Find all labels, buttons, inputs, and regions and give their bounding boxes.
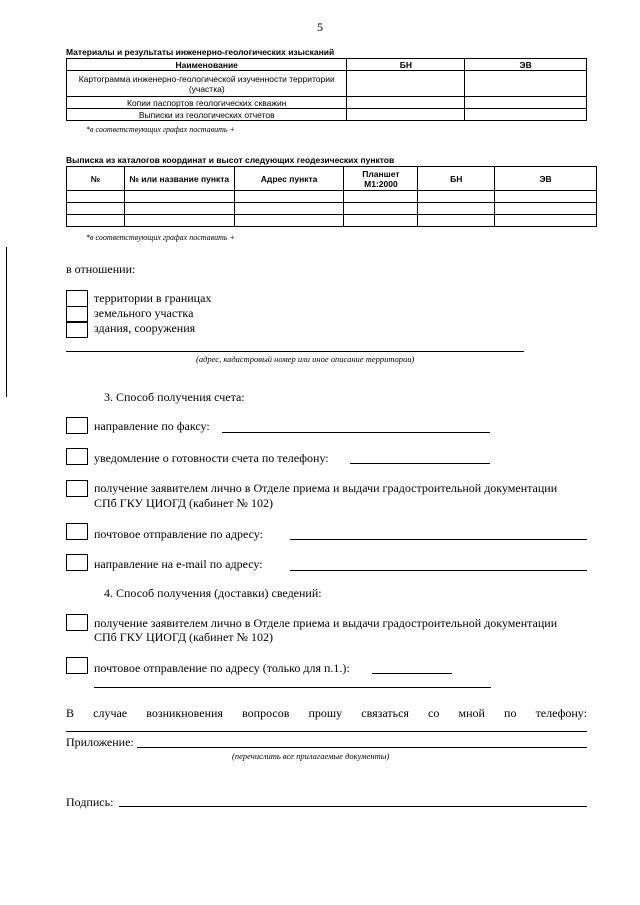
post-line[interactable] bbox=[290, 539, 587, 540]
header-address: Адрес пункта bbox=[234, 167, 344, 191]
table-row bbox=[67, 191, 597, 203]
table-cell[interactable] bbox=[67, 215, 125, 227]
table-cell[interactable] bbox=[344, 191, 418, 203]
materials-cell-ev[interactable] bbox=[465, 71, 587, 97]
table-cell[interactable] bbox=[418, 215, 495, 227]
table-cell[interactable] bbox=[234, 215, 344, 227]
table-row bbox=[67, 215, 597, 227]
contact-sentence bbox=[66, 706, 587, 721]
contact-word: связаться bbox=[361, 706, 409, 720]
delivery-post-line[interactable] bbox=[372, 673, 452, 674]
coordinates-table bbox=[66, 166, 597, 227]
contact-word: случае bbox=[93, 706, 128, 720]
header-sheet: Планшет М1:2000 bbox=[344, 167, 418, 191]
checkbox-delivery-post[interactable] bbox=[66, 657, 88, 674]
checkbox-territory[interactable] bbox=[66, 290, 88, 307]
checkbox-in-person[interactable] bbox=[66, 480, 88, 497]
table-cell[interactable] bbox=[495, 203, 597, 215]
header-bn: БН bbox=[347, 59, 465, 71]
table-row bbox=[67, 203, 597, 215]
option-territory: территории в границах bbox=[94, 291, 212, 305]
contact-word: прошу bbox=[308, 706, 343, 720]
table-cell[interactable] bbox=[418, 191, 495, 203]
option-in-person: получение заявителем лично в Отделе приема и выдачи градостроительной документации bbox=[94, 481, 558, 495]
checkbox-building[interactable] bbox=[66, 321, 88, 338]
contact-word: В bbox=[66, 706, 75, 720]
option-in-person-cabinet: СПб ГКУ ЦИОГД (кабинет № 102) bbox=[94, 496, 273, 510]
address-hint: (адрес, кадастровый номер или иное описание территории) bbox=[196, 354, 415, 364]
option-email: направление на e-mail по адресу: bbox=[94, 557, 263, 571]
header-ev: ЭВ bbox=[465, 59, 587, 71]
table-cell[interactable] bbox=[67, 203, 125, 215]
delivery-heading: 4. Способ получения (доставки) сведений: bbox=[104, 586, 322, 600]
address-line[interactable] bbox=[66, 351, 524, 352]
table-cell[interactable] bbox=[234, 203, 344, 215]
materials-cell-bn[interactable] bbox=[347, 71, 465, 97]
signature-line[interactable] bbox=[119, 806, 587, 807]
table-cell[interactable] bbox=[495, 191, 597, 203]
option-post: почтовое отправление по адресу: bbox=[94, 527, 263, 541]
table-cell[interactable] bbox=[124, 203, 234, 215]
table-cell[interactable] bbox=[124, 215, 234, 227]
option-fax: направление по факсу: bbox=[94, 419, 210, 433]
section2-note: *в соответствующих графах поставить + bbox=[86, 233, 235, 242]
contact-word: возникновения bbox=[146, 706, 223, 720]
table-cell[interactable] bbox=[124, 191, 234, 203]
header-point-name: № или название пункта bbox=[124, 167, 234, 191]
delivery-in-person: получение заявителем лично в Отделе приема и выдачи градостроительной документации bbox=[94, 616, 558, 630]
option-plot: земельного участка bbox=[94, 306, 194, 320]
materials-cell-bn[interactable] bbox=[347, 97, 465, 109]
header-bn: БН bbox=[418, 167, 495, 191]
materials-table bbox=[66, 58, 587, 121]
checkbox-phone-notice[interactable] bbox=[66, 448, 88, 465]
contact-word: мной bbox=[458, 706, 485, 720]
relation-label: в отношении: bbox=[66, 262, 136, 276]
delivery-in-person-cabinet: СПб ГКУ ЦИОГД (кабинет № 102) bbox=[94, 630, 273, 644]
section1-note: *в соответствующих графах поставить + bbox=[86, 125, 235, 134]
materials-cell-ev[interactable] bbox=[465, 97, 587, 109]
contact-word: со bbox=[428, 706, 440, 720]
header-number: № bbox=[67, 167, 125, 191]
materials-row-name: Картограмма инженерно-геологической изученности территории (участка) bbox=[67, 71, 347, 97]
contact-word: вопросов bbox=[242, 706, 290, 720]
invoice-heading: 3. Способ получения счета: bbox=[104, 390, 245, 404]
section2-title: Выписка из каталогов координат и высот следующих геодезических пунктов bbox=[66, 155, 395, 165]
attachment-line[interactable] bbox=[137, 747, 587, 748]
materials-cell-ev[interactable] bbox=[465, 109, 587, 121]
attachment-hint: (перечислить все прилагаемые документы) bbox=[232, 751, 390, 761]
header-ev: ЭВ bbox=[495, 167, 597, 191]
contact-word: по bbox=[504, 706, 517, 720]
page-number: 5 bbox=[317, 20, 323, 34]
attachment-label: Приложение: bbox=[66, 735, 134, 749]
phone-line[interactable] bbox=[350, 463, 490, 464]
delivery-post-line-2[interactable] bbox=[94, 687, 491, 688]
header-name: Наименование bbox=[67, 59, 347, 71]
option-phone-notice: уведомление о готовности счета по телефону: bbox=[94, 451, 329, 465]
contact-word: телефону: bbox=[535, 706, 587, 720]
fax-line[interactable] bbox=[222, 432, 490, 433]
signature-label: Подпись: bbox=[66, 795, 114, 809]
delivery-post: почтовое отправление по адресу (только для п.1.): bbox=[94, 661, 350, 675]
table-cell[interactable] bbox=[67, 191, 125, 203]
table-cell[interactable] bbox=[344, 215, 418, 227]
checkbox-fax[interactable] bbox=[66, 417, 88, 434]
table-cell[interactable] bbox=[344, 203, 418, 215]
checkbox-post[interactable] bbox=[66, 523, 88, 540]
checkbox-delivery-in-person[interactable] bbox=[66, 614, 88, 631]
email-line[interactable] bbox=[290, 570, 587, 571]
contact-phone-line[interactable] bbox=[66, 731, 587, 732]
materials-row-name: Выписки из геологических отчетов bbox=[67, 109, 347, 121]
table-cell[interactable] bbox=[495, 215, 597, 227]
section1-title: Материалы и результаты инженерно-геологических изысканий bbox=[66, 47, 335, 57]
checkbox-email[interactable] bbox=[66, 554, 88, 571]
materials-row-name: Копии паспортов геологических скважин bbox=[67, 97, 347, 109]
margin-mark bbox=[6, 247, 7, 397]
table-cell[interactable] bbox=[234, 191, 344, 203]
table-cell[interactable] bbox=[418, 203, 495, 215]
materials-cell-bn[interactable] bbox=[347, 109, 465, 121]
option-building: здания, сооружения bbox=[94, 321, 196, 335]
